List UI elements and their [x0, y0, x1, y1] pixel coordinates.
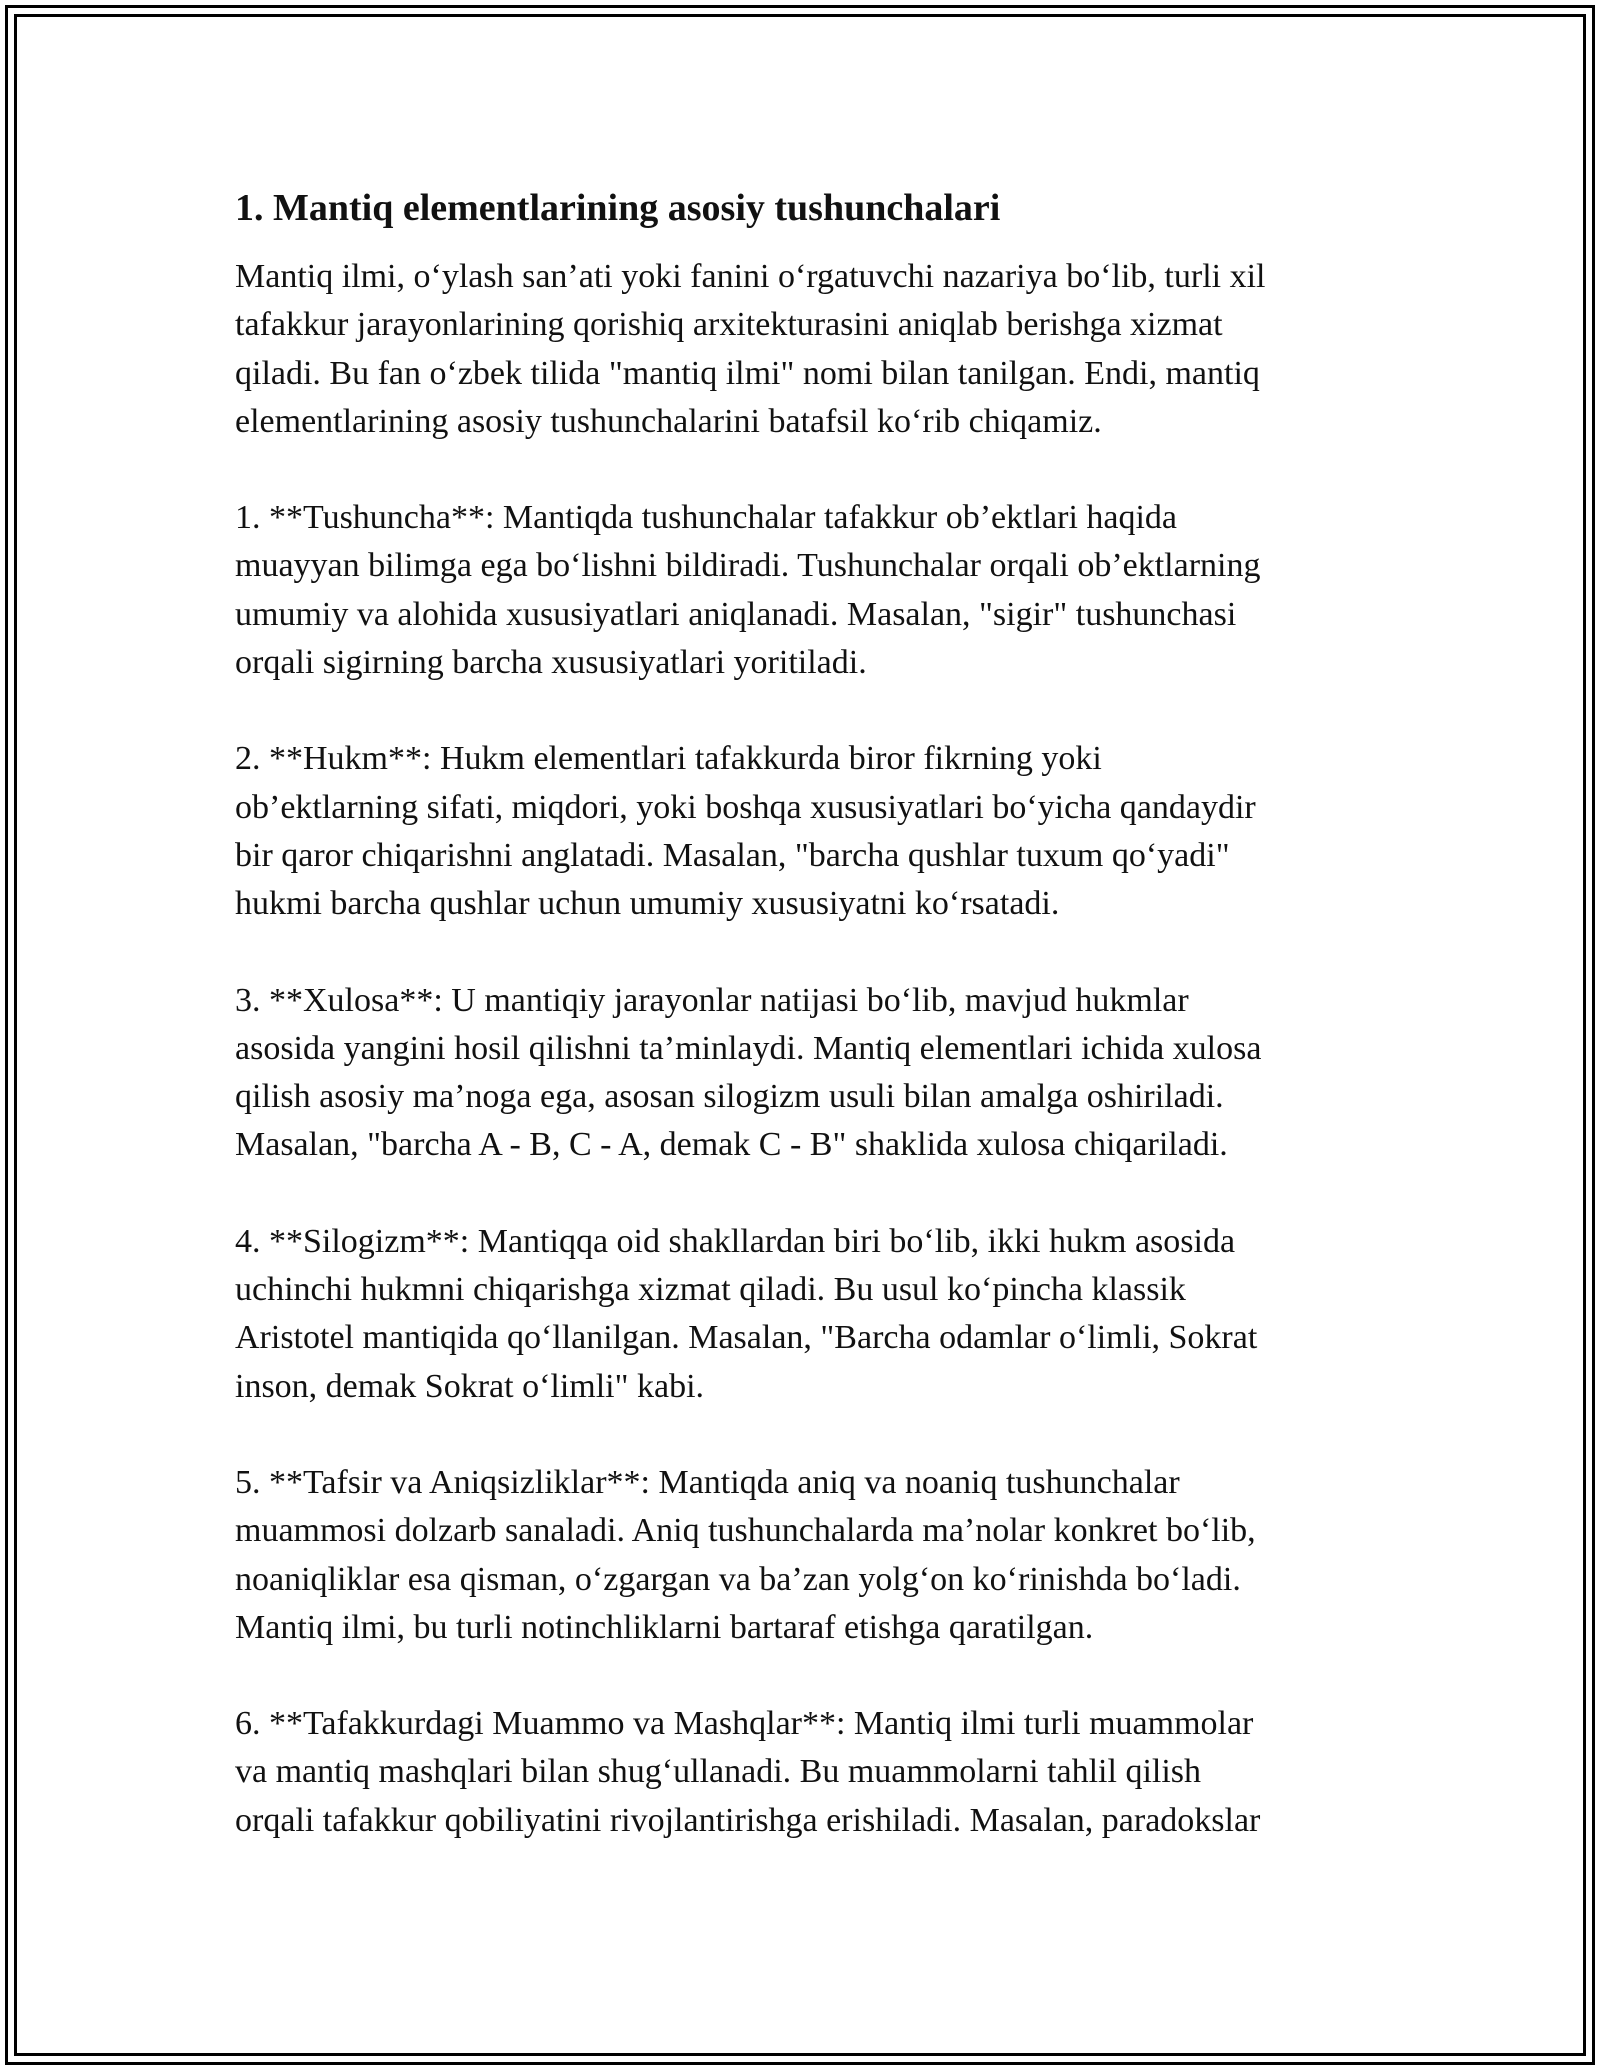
paragraph-xulosa: [235, 977, 1365, 1170]
paragraph-silogizm: [235, 1218, 1365, 1411]
text-line: Mantiq ilmi, bu turli notinchliklarni bartaraf etishga qaratilgan.: [235, 1608, 1094, 1646]
text-line: Masalan, "barcha A - B, C - A, demak C - B" shaklida xulosa chiqariladi.: [235, 1126, 1228, 1164]
text-line: umumiy va alohida xususiyatlari aniqlanadi. Masalan, "sigir" tushunchasi: [235, 595, 1237, 633]
paragraph-intro: [235, 253, 1365, 446]
page-title: 1. Mantiq elementlarining asosiy tushunchalari: [235, 187, 1001, 229]
text-line: ob’ektlarning sifati, miqdori, yoki boshqa xususiyatlari bo‘yicha qandaydir: [235, 788, 1256, 826]
paragraph-tafsir: [235, 1459, 1365, 1652]
text-line: 4. **Silogizm**: Mantiqqa oid shakllardan biri bo‘lib, ikki hukm asosida: [235, 1222, 1236, 1260]
text-line: orqali tafakkur qobiliyatini rivojlantirishga erishiladi. Masalan, paradokslar: [235, 1801, 1261, 1839]
text-line: hukmi barcha qushlar uchun umumiy xususiyatni ko‘rsatadi.: [235, 885, 1060, 923]
text-line: tafakkur jarayonlarining qorishiq arxitekturasini aniqlab berishga xizmat: [235, 306, 1223, 344]
text-line: bir qaror chiqarishni anglatadi. Masalan, "barcha qushlar tuxum qo‘yadi": [235, 836, 1230, 874]
text-line: qiladi. Bu fan o‘zbek tilida "mantiq ilmi" nomi bilan tanilgan. Endi, mantiq: [235, 354, 1260, 392]
text-line: 5. **Tafsir va Aniqsizliklar**: Mantiqda aniq va noaniq tushunchalar: [235, 1463, 1180, 1501]
text-line: Mantiq ilmi, o‘ylash san’ati yoki fanini o‘rgatuvchi nazariya bo‘lib, turli xil: [235, 258, 1266, 295]
text-line: inson, demak Sokrat o‘limli" kabi.: [235, 1367, 705, 1405]
text-line: va mantiq mashqlari bilan shug‘ullanadi. Bu muammolarni tahlil qilish: [235, 1753, 1202, 1791]
text-line: 3. **Xulosa**: U mantiqiy jarayonlar natijasi bo‘lib, mavjud hukmlar: [235, 981, 1189, 1019]
paragraph-tushuncha: [235, 494, 1365, 687]
text-line: 1. **Tushuncha**: Mantiqda tushunchalar tafakkur ob’ektlari haqida: [235, 499, 1178, 537]
text-line: uchinchi hukmni chiqarishga xizmat qiladi. Bu usul ko‘pincha klassik: [235, 1271, 1186, 1309]
text-line: 6. **Tafakkurdagi Muammo va Mashqlar**: Mantiq ilmi turli muammolar: [235, 1705, 1254, 1743]
text-line: muammosi dolzarb sanaladi. Aniq tushunchalarda ma’nolar konkret bo‘lib,: [235, 1512, 1256, 1550]
text-line: elementlarining asosiy tushunchalarini batafsil ko‘rib chiqamiz.: [235, 402, 1102, 440]
text-line: Aristotel mantiqida qo‘llanilgan. Masalan, "Barcha odamlar o‘limli, Sokrat: [235, 1319, 1258, 1357]
text-line: noaniqliklar esa qisman, o‘zgargan va ba’zan yolg‘on ko‘rinishda bo‘ladi.: [235, 1560, 1241, 1598]
text-line: 2. **Hukm**: Hukm elementlari tafakkurda biror fikrning yoki: [235, 740, 1102, 778]
text-line: asosida yangini hosil qilishni ta’minlaydi. Mantiq elementlari ichida xulosa: [235, 1029, 1262, 1067]
text-line: orqali sigirning barcha xususiyatlari yoritiladi.: [235, 644, 867, 682]
paragraph-hukm: [235, 735, 1365, 928]
text-line: muayyan bilimga ega bo‘lishni bildiradi. Tushunchalar orqali ob’ektlarning: [235, 547, 1261, 585]
paragraph-muammo: [235, 1700, 1365, 1845]
text-line: qilish asosiy ma’noga ega, asosan silogizm usuli bilan amalga oshiriladi.: [235, 1078, 1224, 1116]
document-page: [235, 185, 1365, 1893]
